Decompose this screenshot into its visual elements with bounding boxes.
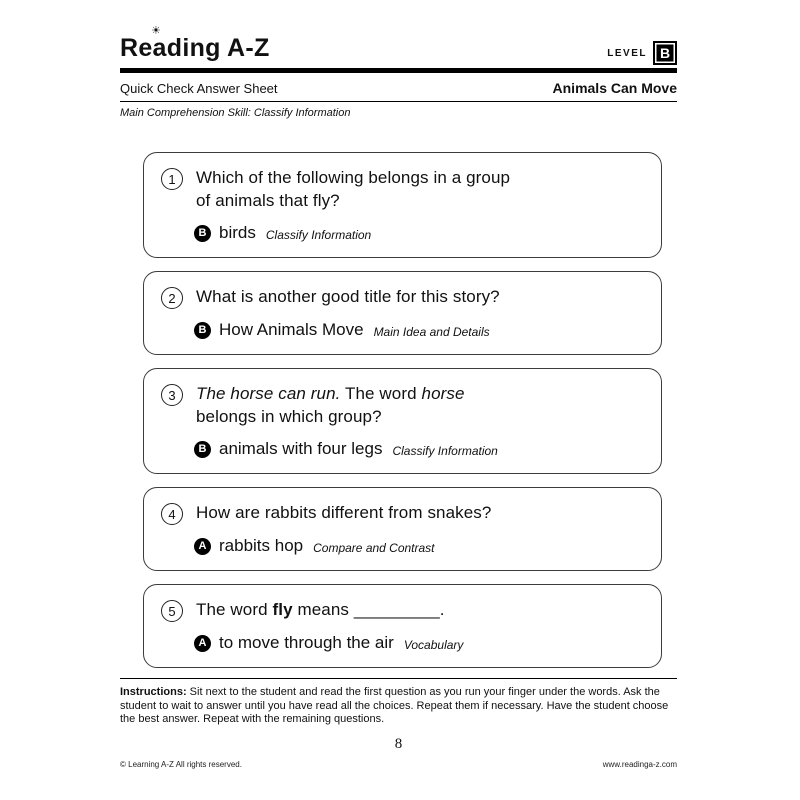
answer-row <box>194 223 645 243</box>
level-letter-badge: B <box>653 41 677 65</box>
footer <box>120 678 677 769</box>
question-row <box>161 382 645 428</box>
question-blank-line: _________. <box>353 600 445 619</box>
website-text: www.readinga-z.com <box>602 759 677 769</box>
question-row <box>161 166 645 212</box>
sheet-type-title: Quick Check Answer Sheet <box>120 81 278 96</box>
answer-skill-label: Classify Information <box>265 228 372 242</box>
level-badge <box>607 41 677 65</box>
question-box-4 <box>143 487 662 571</box>
question-box-3 <box>143 368 662 474</box>
answer-text: rabbits hop <box>219 536 304 555</box>
answer-letter-badge: B <box>194 322 211 339</box>
question-box-5 <box>143 584 662 668</box>
answer-letter-badge: B <box>194 441 211 458</box>
question-line <box>196 598 445 621</box>
question-row <box>161 285 645 309</box>
copyright-text: © Learning A-Z All rights reserved. <box>120 759 242 769</box>
answer-letter-badge: A <box>194 635 211 652</box>
answer-skill-label: Classify Information <box>392 444 498 458</box>
page-number: 8 <box>394 735 403 752</box>
answer-letter-badge: B <box>194 225 211 242</box>
questions-list <box>143 152 662 668</box>
answer-text: to move through the air <box>219 633 394 652</box>
question-text-segment: The horse can run. <box>196 384 341 403</box>
question-text-segment: The word <box>340 384 422 403</box>
question-row <box>161 598 645 622</box>
answer-row <box>194 633 645 653</box>
answer-text: animals with four legs <box>219 439 383 458</box>
sheet-content <box>120 25 677 681</box>
question-line: of animals that fly? <box>196 191 340 210</box>
instructions-text: Sit next to the student and read the first question as you run your finger under the words. Ask the student to wait to answer until you have read all the choices. Repeat them if necessary. Have the student choose the best answer. Repeat with the remaining questions. <box>120 686 669 725</box>
question-text-segment: horse <box>421 384 465 403</box>
question-line: What is another good title for this story? <box>196 287 500 306</box>
answer-skill-label: Compare and Contrast <box>313 541 435 555</box>
answer-letter-badge: A <box>194 538 211 555</box>
instructions-label: Instructions: <box>120 686 187 698</box>
question-line <box>196 382 465 405</box>
question-box-2 <box>143 271 662 355</box>
question-row <box>161 501 645 525</box>
answer-row <box>194 536 645 556</box>
question-text-segment: The word <box>196 600 273 619</box>
question-line: How are rabbits different from snakes? <box>196 503 492 522</box>
subheader <box>120 73 677 101</box>
level-label: LEVEL <box>607 47 647 59</box>
answer-row <box>194 439 645 459</box>
question-text <box>196 166 510 212</box>
answer-skill-label: Main Idea and Details <box>373 325 490 339</box>
comprehension-skill-line: Main Comprehension Skill: Classify Information <box>120 107 351 119</box>
answer-text: How Animals Move <box>219 320 364 339</box>
question-number-circle: 3 <box>161 384 183 406</box>
reading-az-logo <box>120 25 270 63</box>
question-line: belongs in which group? <box>196 407 382 426</box>
question-text <box>196 501 491 525</box>
book-title: Animals Can Move <box>552 80 677 96</box>
question-text <box>196 285 500 309</box>
question-number-circle: 2 <box>161 287 183 309</box>
question-text <box>196 382 465 428</box>
header <box>120 25 677 66</box>
answer-skill-label: Vocabulary <box>403 638 464 652</box>
question-number-circle: 1 <box>161 168 183 190</box>
footer-rule-thin <box>120 678 677 679</box>
question-text <box>196 598 445 622</box>
question-text-segment: fly <box>272 600 293 619</box>
question-number-circle: 4 <box>161 503 183 525</box>
question-box-1 <box>143 152 662 258</box>
logo-text: Reading A-Z <box>120 34 270 62</box>
instructions-paragraph <box>120 686 677 727</box>
sun-icon: ☀ <box>151 25 162 37</box>
answer-row <box>194 320 645 340</box>
footer-bottom-row <box>120 760 677 769</box>
answer-text: birds <box>219 223 256 242</box>
question-number-circle: 5 <box>161 600 183 622</box>
question-line: Which of the following belongs in a group <box>196 168 511 187</box>
question-text-segment: means <box>292 600 354 619</box>
